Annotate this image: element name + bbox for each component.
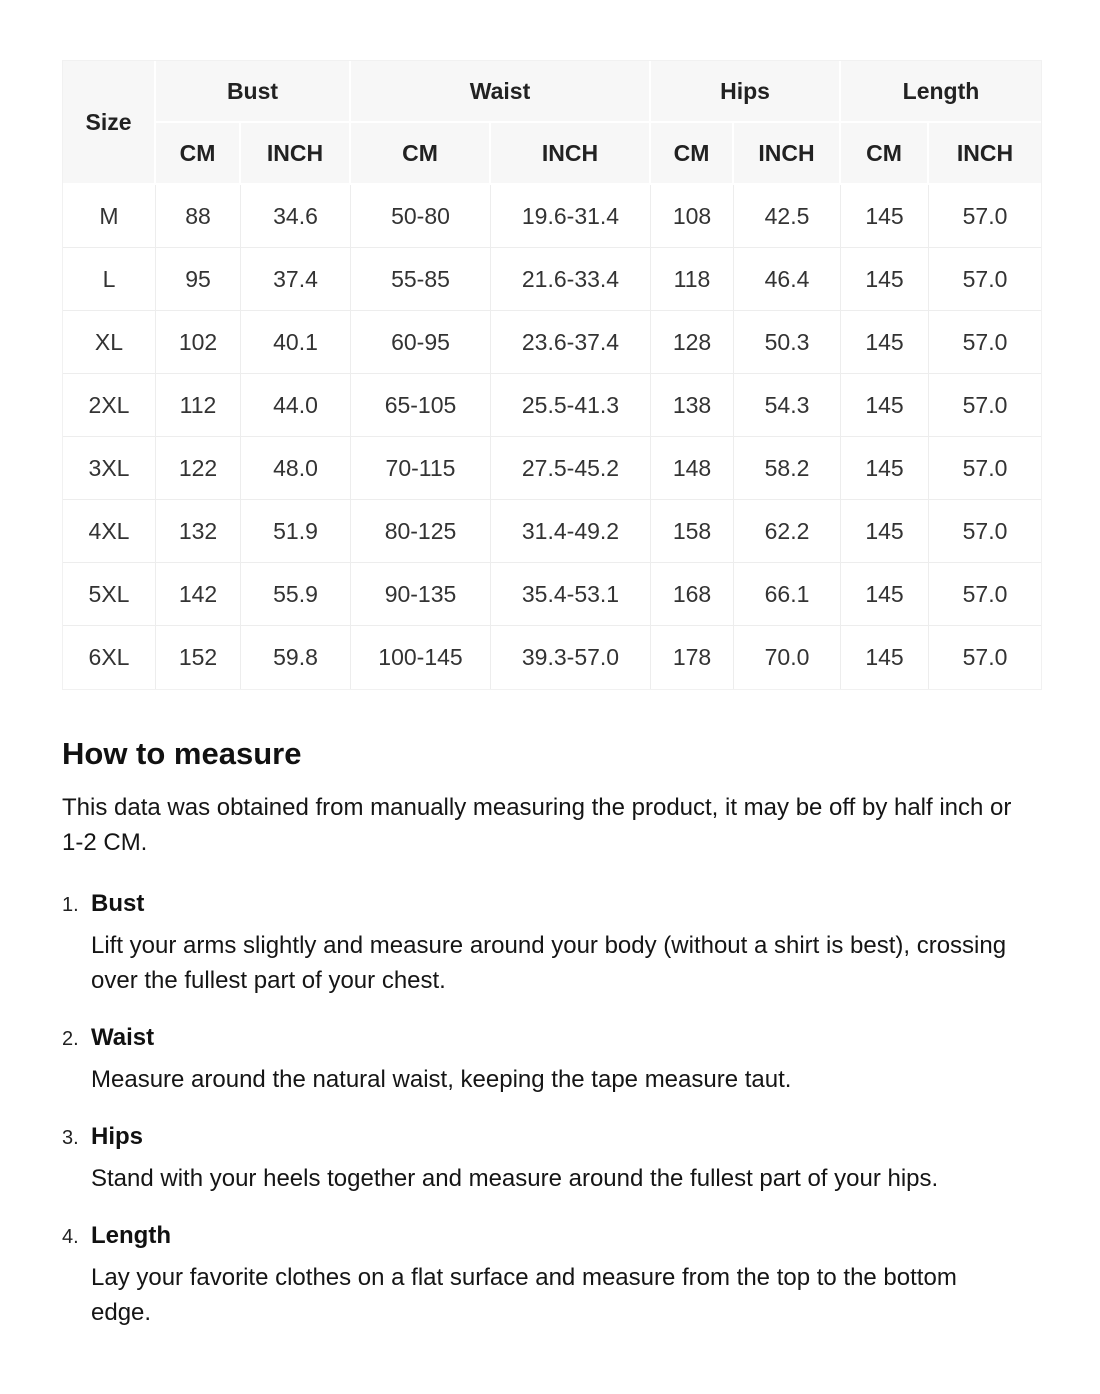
col-header-size: Size bbox=[63, 61, 156, 185]
col-group-bust: Bust bbox=[156, 61, 351, 123]
cell-waist-cm: 65-105 bbox=[351, 374, 491, 437]
how-to-measure-title: How to measure bbox=[62, 736, 302, 771]
cell-size: L bbox=[63, 248, 156, 311]
cell-length-cm: 145 bbox=[841, 374, 929, 437]
cell-length-inch: 57.0 bbox=[929, 185, 1041, 248]
cell-waist-inch: 27.5-45.2 bbox=[491, 437, 651, 500]
step-number: 3. bbox=[62, 1127, 79, 1149]
cell-length-inch: 57.0 bbox=[929, 626, 1041, 689]
unit-waist-cm: CM bbox=[351, 123, 491, 185]
cell-length-inch: 57.0 bbox=[929, 500, 1041, 563]
table-row bbox=[63, 311, 1041, 374]
col-group-length: Length bbox=[841, 61, 1041, 123]
cell-bust-cm: 112 bbox=[156, 374, 241, 437]
cell-waist-inch: 39.3-57.0 bbox=[491, 626, 651, 689]
cell-length-cm: 145 bbox=[841, 311, 929, 374]
cell-length-inch: 57.0 bbox=[929, 374, 1041, 437]
measure-step-waist bbox=[62, 1024, 1042, 1097]
cell-bust-inch: 44.0 bbox=[241, 374, 351, 437]
cell-bust-cm: 95 bbox=[156, 248, 241, 311]
step-number: 2. bbox=[62, 1028, 79, 1050]
table-row bbox=[63, 626, 1041, 689]
cell-bust-inch: 40.1 bbox=[241, 311, 351, 374]
header-group-row bbox=[63, 61, 1041, 123]
cell-hips-cm: 128 bbox=[651, 311, 734, 374]
unit-hips-cm: CM bbox=[651, 123, 734, 185]
measure-step-length bbox=[62, 1222, 1042, 1330]
cell-hips-inch: 42.5 bbox=[734, 185, 841, 248]
cell-waist-cm: 55-85 bbox=[351, 248, 491, 311]
cell-waist-inch: 23.6-37.4 bbox=[491, 311, 651, 374]
cell-hips-inch: 54.3 bbox=[734, 374, 841, 437]
cell-bust-inch: 48.0 bbox=[241, 437, 351, 500]
cell-bust-inch: 37.4 bbox=[241, 248, 351, 311]
cell-hips-cm: 138 bbox=[651, 374, 734, 437]
cell-waist-cm: 100-145 bbox=[351, 626, 491, 689]
unit-length-cm: CM bbox=[841, 123, 929, 185]
cell-waist-inch: 25.5-41.3 bbox=[491, 374, 651, 437]
measure-step-hips bbox=[62, 1123, 1042, 1196]
cell-waist-inch: 21.6-33.4 bbox=[491, 248, 651, 311]
step-number: 1. bbox=[62, 894, 79, 916]
cell-bust-inch: 51.9 bbox=[241, 500, 351, 563]
step-description: Stand with your heels together and measure around the fullest part of your hips. bbox=[91, 1165, 939, 1192]
cell-waist-cm: 90-135 bbox=[351, 563, 491, 626]
cell-waist-inch: 35.4-53.1 bbox=[491, 563, 651, 626]
step-number: 4. bbox=[62, 1226, 79, 1248]
cell-hips-inch: 70.0 bbox=[734, 626, 841, 689]
unit-hips-inch: INCH bbox=[734, 123, 841, 185]
unit-length-inch: INCH bbox=[929, 123, 1041, 185]
cell-hips-cm: 158 bbox=[651, 500, 734, 563]
cell-bust-inch: 34.6 bbox=[241, 185, 351, 248]
cell-size: 2XL bbox=[63, 374, 156, 437]
cell-hips-inch: 50.3 bbox=[734, 311, 841, 374]
step-term: Waist bbox=[91, 1024, 155, 1051]
cell-hips-cm: 118 bbox=[651, 248, 734, 311]
table-row bbox=[63, 437, 1041, 500]
step-term: Hips bbox=[91, 1123, 144, 1150]
cell-size: 6XL bbox=[63, 626, 156, 689]
cell-length-cm: 145 bbox=[841, 500, 929, 563]
step-term: Bust bbox=[91, 890, 145, 917]
step-description: Measure around the natural waist, keeping the tape measure taut. bbox=[91, 1066, 792, 1093]
cell-length-cm: 145 bbox=[841, 248, 929, 311]
cell-waist-cm: 70-115 bbox=[351, 437, 491, 500]
step-term: Length bbox=[91, 1222, 171, 1249]
cell-length-cm: 145 bbox=[841, 185, 929, 248]
cell-hips-inch: 46.4 bbox=[734, 248, 841, 311]
cell-hips-inch: 58.2 bbox=[734, 437, 841, 500]
table-row bbox=[63, 563, 1041, 626]
cell-length-inch: 57.0 bbox=[929, 437, 1041, 500]
cell-hips-cm: 148 bbox=[651, 437, 734, 500]
cell-bust-cm: 152 bbox=[156, 626, 241, 689]
step-description: Lift your arms slightly and measure around your body (without a shirt is best), crossing over the fullest part of your chest. bbox=[91, 932, 1007, 994]
cell-bust-cm: 142 bbox=[156, 563, 241, 626]
cell-hips-cm: 178 bbox=[651, 626, 734, 689]
cell-bust-inch: 59.8 bbox=[241, 626, 351, 689]
cell-length-cm: 145 bbox=[841, 563, 929, 626]
cell-bust-cm: 122 bbox=[156, 437, 241, 500]
cell-length-inch: 57.0 bbox=[929, 248, 1041, 311]
cell-length-inch: 57.0 bbox=[929, 311, 1041, 374]
cell-waist-inch: 31.4-49.2 bbox=[491, 500, 651, 563]
cell-hips-inch: 66.1 bbox=[734, 563, 841, 626]
step-description: Lay your favorite clothes on a flat surface and measure from the top to the bottom edge. bbox=[91, 1264, 957, 1326]
table-row bbox=[63, 185, 1041, 248]
how-to-measure-intro: This data was obtained from manually measuring the product, it may be off by half inch or 1-2 CM. bbox=[62, 794, 1012, 856]
unit-bust-inch: INCH bbox=[241, 123, 351, 185]
cell-bust-inch: 55.9 bbox=[241, 563, 351, 626]
cell-waist-cm: 80-125 bbox=[351, 500, 491, 563]
cell-hips-inch: 62.2 bbox=[734, 500, 841, 563]
header-unit-row bbox=[63, 123, 1041, 185]
size-chart-table bbox=[62, 60, 1042, 690]
cell-size: 5XL bbox=[63, 563, 156, 626]
cell-size: 4XL bbox=[63, 500, 156, 563]
cell-bust-cm: 132 bbox=[156, 500, 241, 563]
measure-steps bbox=[62, 890, 1042, 1330]
cell-length-inch: 57.0 bbox=[929, 563, 1041, 626]
cell-size: 3XL bbox=[63, 437, 156, 500]
unit-waist-inch: INCH bbox=[491, 123, 651, 185]
cell-hips-cm: 108 bbox=[651, 185, 734, 248]
cell-waist-cm: 50-80 bbox=[351, 185, 491, 248]
col-group-hips: Hips bbox=[651, 61, 841, 123]
cell-waist-cm: 60-95 bbox=[351, 311, 491, 374]
cell-waist-inch: 19.6-31.4 bbox=[491, 185, 651, 248]
cell-length-cm: 145 bbox=[841, 437, 929, 500]
cell-hips-cm: 168 bbox=[651, 563, 734, 626]
cell-size: M bbox=[63, 185, 156, 248]
table-row bbox=[63, 374, 1041, 437]
col-group-waist: Waist bbox=[351, 61, 651, 123]
cell-bust-cm: 88 bbox=[156, 185, 241, 248]
measure-step-bust bbox=[62, 890, 1042, 998]
unit-bust-cm: CM bbox=[156, 123, 241, 185]
table-row bbox=[63, 500, 1041, 563]
cell-length-cm: 145 bbox=[841, 626, 929, 689]
table-row bbox=[63, 248, 1041, 311]
cell-bust-cm: 102 bbox=[156, 311, 241, 374]
cell-size: XL bbox=[63, 311, 156, 374]
